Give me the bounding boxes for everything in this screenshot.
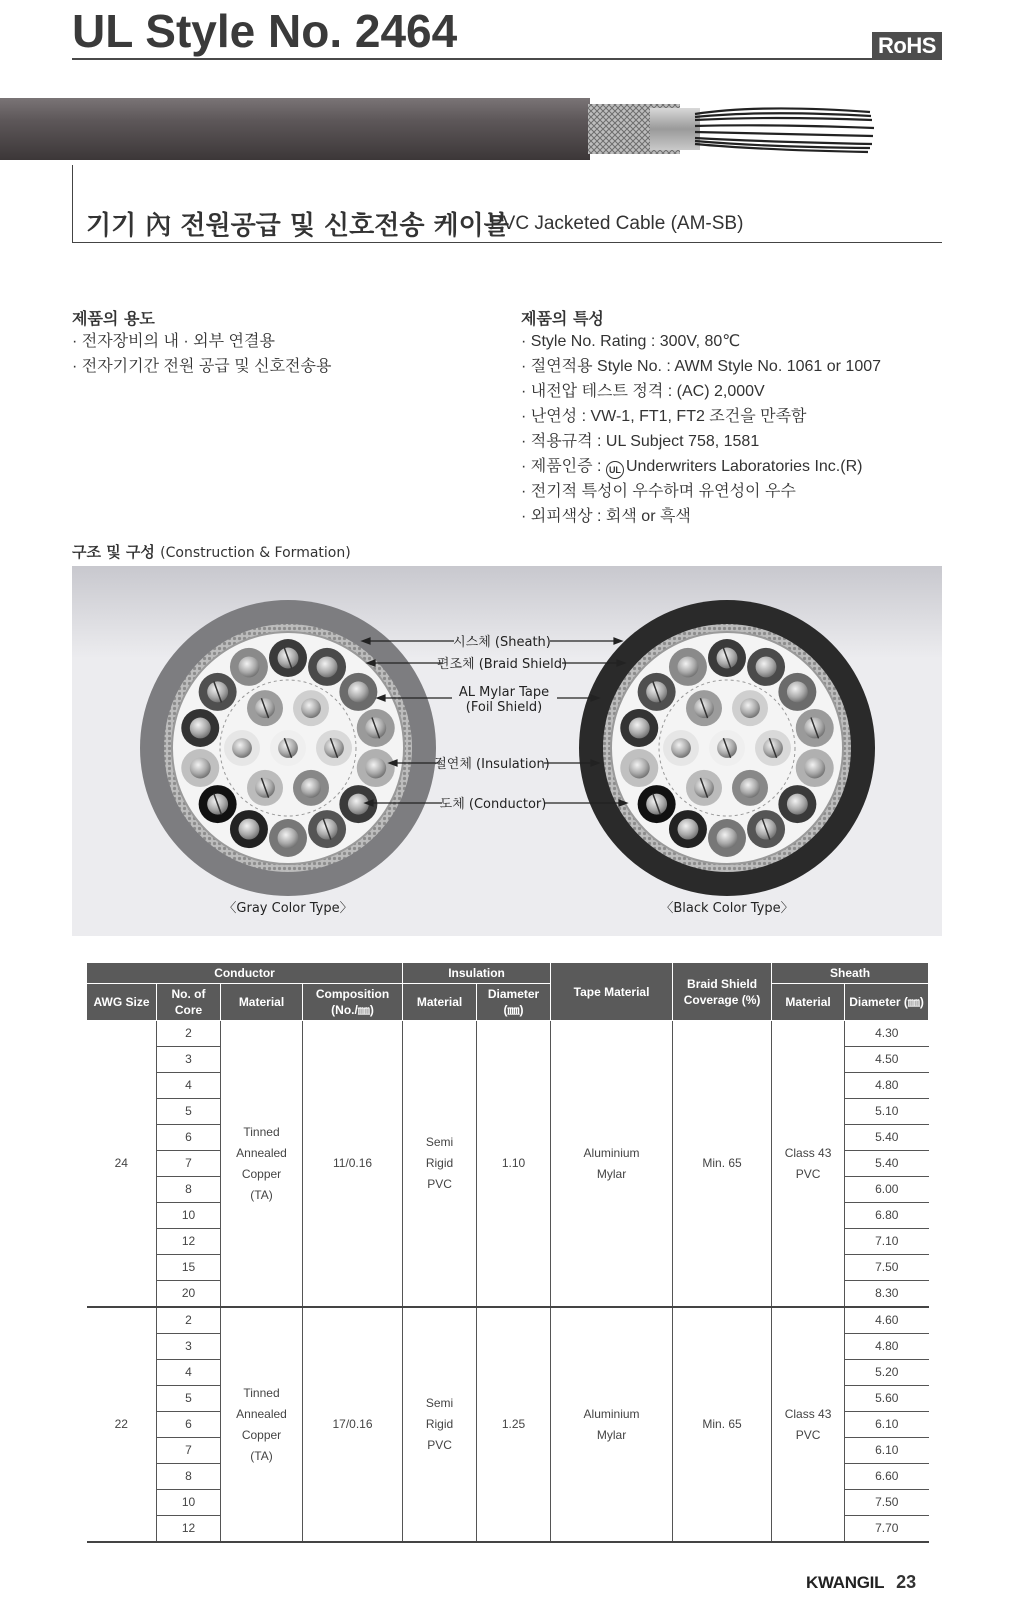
subtitle-korean: 기기 內 전원공급 및 신호전송 케이블 — [86, 211, 509, 241]
core-conductor — [804, 758, 825, 779]
cell-sh-diameter: 7.70 — [845, 1516, 929, 1543]
usage-item: · 전자기기간 전원 공급 및 신호전송용 — [72, 358, 332, 375]
cell-core: 12 — [157, 1229, 221, 1255]
cell-line: PVC — [427, 1438, 452, 1452]
cell-sh-diameter: 8.30 — [845, 1281, 929, 1308]
feature-item: · 내전압 테스트 정격 : (AC) 2,000V — [521, 383, 765, 400]
cell-sh-diameter: 6.60 — [845, 1464, 929, 1490]
spec-table-body — [87, 1021, 929, 1543]
th-material: Material — [221, 984, 303, 1021]
cell-awg: 24 — [87, 1021, 157, 1308]
core-conductor — [348, 794, 369, 815]
core-conductor — [787, 681, 808, 702]
cell-sh-diameter: 6.00 — [845, 1177, 929, 1203]
core-conductor — [678, 656, 699, 677]
cell-ins-diameter: 1.10 — [477, 1021, 551, 1308]
cell-sh-diameter: 7.10 — [845, 1229, 929, 1255]
cell-sh-diameter: 4.80 — [845, 1073, 929, 1099]
cell-sh-diameter: 5.20 — [845, 1360, 929, 1386]
cell-core: 8 — [157, 1177, 221, 1203]
feature-item: · Style No. Rating : 300V, 80℃ — [521, 333, 741, 350]
cell-core: 7 — [157, 1151, 221, 1177]
cell-tape — [551, 1307, 673, 1542]
cell-line: Annealed — [236, 1406, 287, 1421]
cell-core: 7 — [157, 1438, 221, 1464]
cell-line: Rigid — [425, 1156, 454, 1170]
feature-item: · 절연적용 Style No. : AWM Style No. 1061 or 1007 — [521, 358, 882, 375]
label-foil: (Foil Shield) — [465, 700, 543, 715]
cell-line: Class 43 — [784, 1145, 832, 1160]
cert-label: · 제품인증 : — [521, 458, 606, 475]
th-sh-material: Material — [772, 984, 845, 1021]
table-row — [87, 1021, 929, 1047]
cell-core: 8 — [157, 1464, 221, 1490]
cell-line: Copper — [241, 1427, 282, 1442]
usage-title: 제품의 용도 — [72, 309, 155, 328]
core-conductor — [740, 698, 760, 718]
cell-line: Copper — [241, 1166, 282, 1181]
cell-sh-diameter: 6.10 — [845, 1438, 929, 1464]
rohs-badge: RoHS — [872, 32, 942, 60]
cell-core: 12 — [157, 1516, 221, 1543]
th-ins-diameter: Diameter (㎜) — [477, 984, 551, 1021]
core-conductor — [678, 819, 699, 840]
core-conductor — [756, 656, 777, 677]
page-title: UL Style No. 2464 — [72, 5, 458, 57]
feature-item: · 난연성 : VW-1, FT1, FT2 조건을 만족함 — [521, 408, 807, 425]
label-braid: 편조체 (Braid Shield) — [436, 657, 568, 672]
cell-ins-material — [403, 1307, 477, 1542]
cell-core: 3 — [157, 1334, 221, 1360]
cell-line: Class 43 — [784, 1406, 832, 1421]
subtitle-english: PVC Jacketed Cable (AM-SB) — [490, 213, 744, 234]
core-conductor — [629, 758, 650, 779]
cell-braid: Min. 65 — [673, 1021, 772, 1308]
cell-sh-diameter: 6.80 — [845, 1203, 929, 1229]
cell-core: 10 — [157, 1203, 221, 1229]
table-row — [87, 1307, 929, 1334]
spec-table — [86, 962, 929, 1543]
core-conductor — [629, 718, 650, 739]
cell-line: Mylar — [596, 1166, 627, 1181]
cell-line: Rigid — [425, 1417, 454, 1431]
ul-logo-icon: UL — [606, 461, 624, 479]
cell-core: 4 — [157, 1360, 221, 1386]
cell-core: 6 — [157, 1125, 221, 1151]
cell-braid: Min. 65 — [673, 1307, 772, 1542]
th-braid: Braid Shield Coverage (%) — [673, 963, 772, 1021]
cell-core: 4 — [157, 1073, 221, 1099]
th-ins-material: Material — [403, 984, 477, 1021]
core-conductor — [278, 828, 299, 849]
cell-core: 2 — [157, 1307, 221, 1334]
cell-composition: 17/0.16 — [303, 1307, 403, 1542]
th-awg: AWG Size — [87, 984, 157, 1021]
cell-line: Tinned — [243, 1124, 280, 1139]
footer-brand: KWANGIL — [806, 1573, 885, 1592]
cell-sh-diameter: 6.10 — [845, 1412, 929, 1438]
cell-core: 20 — [157, 1281, 221, 1308]
cell-sh-diameter: 5.40 — [845, 1125, 929, 1151]
cell-material — [221, 1307, 303, 1542]
feature-item: · 적용규격 : UL Subject 758, 1581 — [521, 433, 760, 450]
cell-sh-diameter: 5.60 — [845, 1386, 929, 1412]
core-conductor — [190, 758, 211, 779]
cell-core: 15 — [157, 1255, 221, 1281]
cell-line: (TA) — [250, 1448, 273, 1463]
cell-core: 10 — [157, 1490, 221, 1516]
cell-line: Semi — [425, 1396, 454, 1410]
cell-sh-material — [772, 1021, 845, 1308]
label-sheath: 시스체 (Sheath) — [453, 635, 551, 650]
core-conductor — [239, 819, 260, 840]
th-tape: Tape Material — [551, 963, 673, 1021]
core-conductor — [232, 738, 252, 758]
construction-title — [72, 541, 351, 562]
core-conductor — [301, 778, 321, 798]
cell-core: 3 — [157, 1047, 221, 1073]
cert-text: Underwriters Laboratories Inc.(R) — [625, 458, 863, 475]
core-conductor — [740, 778, 760, 798]
cable-illustration — [0, 90, 890, 170]
cell-core: 5 — [157, 1386, 221, 1412]
usage-list — [72, 329, 331, 379]
th-sh-diameter: Diameter (㎜) — [845, 984, 929, 1021]
black-caption: 〈Black Color Type〉 — [660, 901, 794, 916]
features-list — [521, 329, 881, 529]
cell-material — [221, 1021, 303, 1308]
cell-awg: 22 — [87, 1307, 157, 1542]
core-conductor — [317, 656, 338, 677]
cell-core: 6 — [157, 1412, 221, 1438]
features-title: 제품의 특성 — [521, 309, 604, 328]
label-mylar: AL Mylar Tape — [458, 685, 550, 700]
cell-line: Semi — [425, 1135, 454, 1149]
cell-line: (TA) — [250, 1187, 273, 1202]
cell-line: Aluminium — [583, 1145, 640, 1160]
cell-sh-diameter: 4.80 — [845, 1334, 929, 1360]
gray-caption: 〈Gray Color Type〉 — [223, 901, 353, 916]
cell-sh-material — [772, 1307, 845, 1542]
label-conductor: 도체 (Conductor) — [439, 797, 547, 812]
cell-ins-material — [403, 1021, 477, 1308]
cell-sh-diameter: 7.50 — [845, 1255, 929, 1281]
cross-section-diagram — [72, 566, 942, 936]
th-sheath: Sheath — [772, 963, 929, 984]
core-conductor — [301, 698, 321, 718]
cell-core: 2 — [157, 1021, 221, 1047]
core-conductor — [365, 758, 386, 779]
th-cores: No. of Core — [157, 984, 221, 1021]
core-conductor — [348, 681, 369, 702]
th-composition: Composition (No./㎜) — [303, 984, 403, 1021]
th-insulation: Insulation — [403, 963, 551, 984]
cell-composition: 11/0.16 — [303, 1021, 403, 1308]
cell-line: PVC — [795, 1166, 821, 1181]
gray-cable-section — [140, 600, 436, 896]
core-conductor — [239, 656, 260, 677]
construction-title-ko: 구조 및 구성 — [72, 543, 155, 561]
cell-core: 5 — [157, 1099, 221, 1125]
cell-sh-diameter: 4.30 — [845, 1021, 929, 1047]
core-conductor — [787, 794, 808, 815]
cell-line: Mylar — [596, 1427, 627, 1442]
title-divider — [72, 58, 942, 60]
cell-sh-diameter: 4.50 — [845, 1047, 929, 1073]
cell-line: Annealed — [236, 1145, 287, 1160]
page-number: 23 — [896, 1572, 917, 1592]
construction-title-en: (Construction & Formation) — [160, 545, 351, 561]
feature-item: · 전기적 특성이 우수하며 유연성이 우수 — [521, 483, 796, 500]
cell-tape — [551, 1021, 673, 1308]
cell-line: Tinned — [243, 1385, 280, 1400]
th-conductor: Conductor — [87, 963, 403, 984]
cell-sh-diameter: 4.60 — [845, 1307, 929, 1334]
cell-line: Aluminium — [583, 1406, 640, 1421]
black-cable-section — [579, 600, 875, 896]
label-insulation: 절연체 (Insulation) — [434, 757, 550, 772]
usage-item: · 전자장비의 내 · 외부 연결용 — [72, 333, 275, 350]
cell-line: PVC — [427, 1177, 452, 1191]
cell-ins-diameter: 1.25 — [477, 1307, 551, 1542]
cell-sh-diameter: 5.40 — [845, 1151, 929, 1177]
feature-item-certification — [521, 454, 881, 479]
cell-sh-diameter: 7.50 — [845, 1490, 929, 1516]
cell-sh-diameter: 5.10 — [845, 1099, 929, 1125]
core-conductor — [190, 718, 211, 739]
footer — [806, 1572, 916, 1593]
core-conductor — [671, 738, 691, 758]
cell-line: PVC — [795, 1427, 821, 1442]
feature-item: · 외피색상 : 회색 or 흑색 — [521, 508, 691, 525]
core-conductor — [717, 828, 738, 849]
